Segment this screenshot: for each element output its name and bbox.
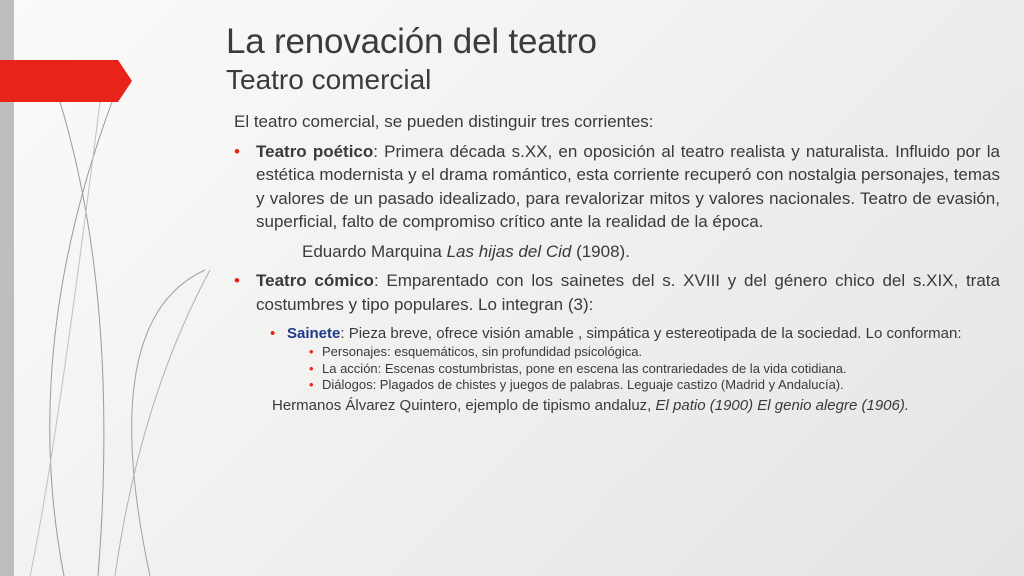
bullet-term: Teatro poético (256, 141, 374, 161)
bullet-teatro-comico (234, 269, 1000, 316)
red-title-marker (0, 60, 132, 102)
subbullet-text: : Pieza breve, ofrece visión amable , simpática y estereotipada de la sociedad. Lo conforman: (340, 325, 962, 342)
note-text: Hermanos Álvarez Quintero, ejemplo de tipismo andaluz, (272, 396, 656, 414)
subsub-item: • Personajes: esquemáticos, sin profundidad psicológica. (234, 344, 1000, 361)
subbullet-term: Sainete (287, 325, 341, 342)
bullet-term: Teatro cómico (256, 271, 374, 290)
example-year: (1908). (571, 241, 630, 261)
note-works: El patio (1900) El genio alegre (1906). (655, 396, 910, 414)
subsub-item: • La acción: Escenas costumbristas, pone en escena las contrariedades de la vida cotidiana. (234, 361, 1000, 378)
note-alvarez-quintero (234, 396, 1000, 416)
example-work: Las hijas del Cid (446, 241, 572, 261)
slide-title: La renovación del teatro (226, 22, 597, 61)
bullet-teatro-poetico (234, 140, 1000, 234)
subbullet-sainete (234, 324, 1000, 344)
bullet-text: : Primera década s.XX, en oposición al teatro realista y naturalista. Influido por la estética modernista y el drama romántico, esta corriente recuperó con nostalgia personajes, temas y valores de un pasado idealizado, para revalorizar mitos y valores nacionales. Teatro de evasión, superficial, falto de compromiso crítico ante la realidad de la época. (256, 141, 1000, 231)
intro-text: El teatro comercial, se pueden distinguir tres corrientes: (234, 112, 654, 131)
slide-subtitle: Teatro comercial (226, 64, 432, 95)
slide-content (234, 110, 1000, 416)
example-author: Eduardo Marquina (302, 241, 447, 261)
example-marquina (234, 240, 1000, 264)
bullet-text: : Emparentado con los sainetes del s. XVIII y del género chico del s.XIX, trata costumbres y tipo populares. Lo integran (3): (256, 271, 1000, 314)
subsub-item: • Diálogos: Plagados de chistes y juegos de palabras. Leguaje castizo (Madrid y Andalucía). (234, 377, 1000, 394)
